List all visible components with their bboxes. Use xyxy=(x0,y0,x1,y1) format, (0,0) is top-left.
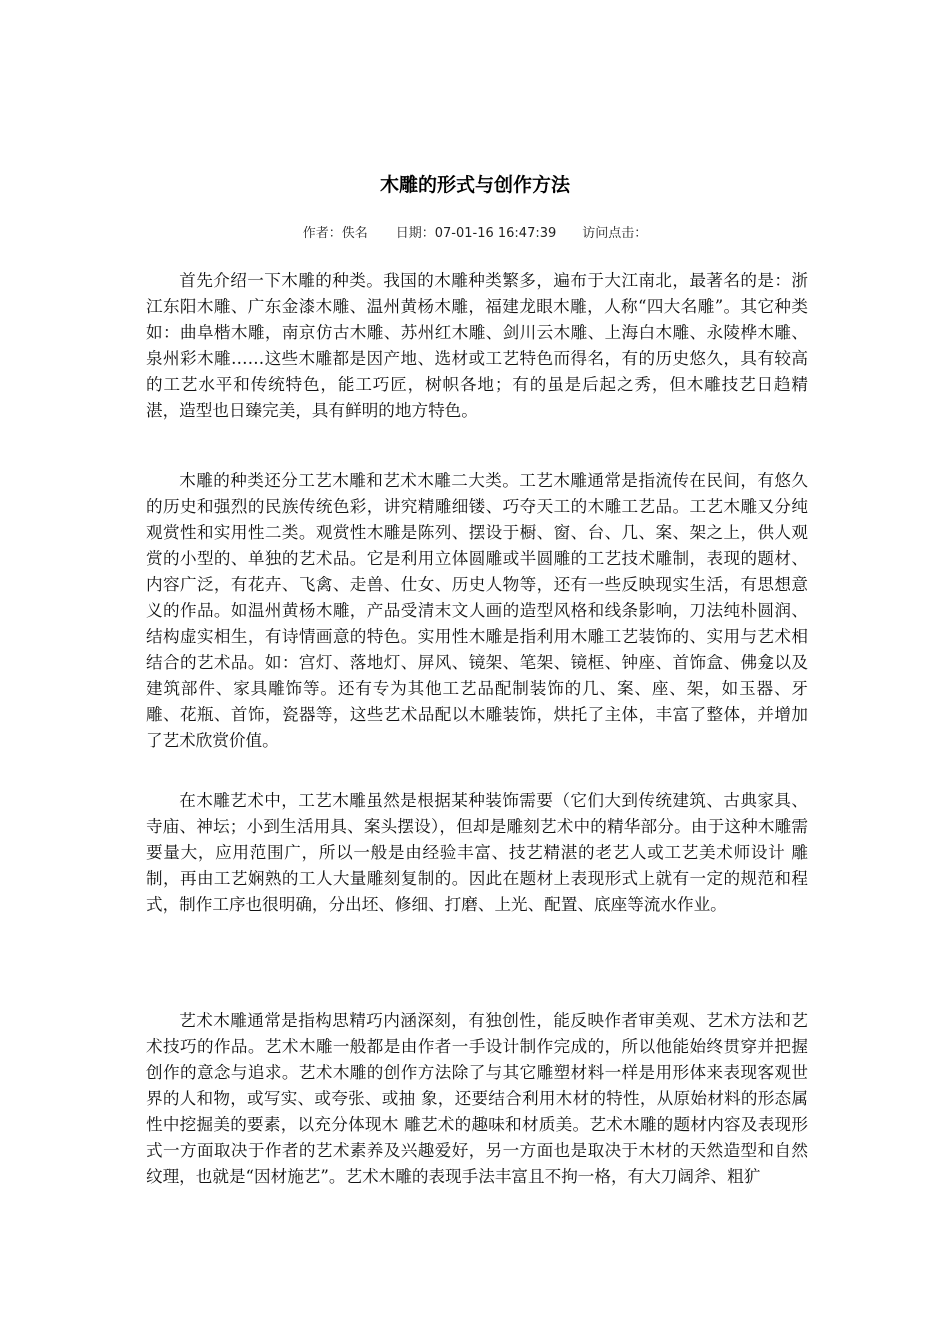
paragraph-craft-carving-production: 在木雕艺术中，工艺木雕虽然是根据某种装饰需要（它们大到传统建筑、古典家具、寺庙、神坛；小到生活用具、案头摆设），但却是雕刻艺术中的精华部分。由于这种木雕需要量大，应用范围广，所以一般是由经验丰富、技艺精湛的老艺人或工艺美术师设计 雕制，再由工艺娴熟的工人大量雕刻复制的。因此在题材上表现形式上就有一定的规范和程式，制作工序也很明确，分出坯、修细、打磨、上光、配置、底座等流水作业。 xyxy=(146,791,808,914)
paragraph-wood-carving-types: 首先介绍一下木雕的种类。我国的木雕种类繁多，遍布于大江南北，最著名的是：浙江东阳木雕、广东金漆木雕、温州黄杨木雕，福建龙眼木雕，人称“四大名雕”。其它种类如：曲阜楷木雕，南京仿古木雕、苏州红木雕、剑川云木雕、上海白木雕、永陵桦木雕、泉州彩木雕……这些木雕都是因产地、选材或工艺特色而得名，有的历史悠久，具有较高的工艺水平和传统特色，能工巧匠，树帜各地；有的虽是后起之秀，但木雕技艺日趋精湛，造型也日臻完美，具有鲜明的地方特色。 xyxy=(146,271,808,420)
paragraph-craft-and-art-carving: 木雕的种类还分工艺木雕和艺术木雕二大类。工艺木雕通常是指流传在民间，有悠久的历史和强烈的民族传统色彩，讲究精雕细镂、巧夺天工的木雕工艺品。工艺木雕又分纯观赏性和实用性二类。观赏性木雕是陈列、摆设于橱、窗、台、几、案、架之上，供人观赏的小型的、单独的艺术品。它是利用立体圆雕或半圆雕的工艺技术雕制，表现的题材、内容广泛，有花卉、飞禽、走兽、仕女、历史人物等，还有一些反映现实生活，有思想意义的作品。如温州黄杨木雕，产品受清末文人画的造型风格和线条影响，刀法纯朴圆润、结构虚实相生，有诗情画意的特色。实用性木雕是指利用木雕工艺装饰的、实用与艺术相结合的艺术品。如：宫灯、落地灯、屏风、镜架、笔架、镜框、钟座、首饰盒、佛龛以及建筑部件、家具雕饰等。还有专为其他工艺品配制装饰的几、案、座、架，如玉器、牙雕、花瓶、首饰，瓷器等，这些艺术品配以木雕装饰，烘托了主体，丰富了整体，并增加了艺术欣赏价值。 xyxy=(146,471,808,750)
visits-label: 访问点击： xyxy=(582,226,648,241)
date-label: 日期： xyxy=(395,226,435,241)
paragraph-art-carving: 艺术木雕通常是指构思精巧内涵深刻，有独创性，能反映作者审美观、艺术方法和艺术技巧的作品。艺术木雕一般都是由作者一手设计制作完成的，所以他能始终贯穿并把握创作的意念与追求。艺术木雕的创作方法除了与其它雕塑材料一样是用形体来表现客观世界的人和物，或写实、或夸张、或抽 象，还要结合利用木材的特性，从原始材料的形态属性中挖掘美的要素，以充分体现木 雕艺术的趣味和材质美。艺术木雕的题材内容及表现形式一方面取决于作者的艺术素养及兴趣爱好，另一方面也是取决于木材的天然造型和自然纹理，也就是“因材施艺”。艺术木雕的表现手法丰富且不拘一格，有大刀阔斧、粗犷 xyxy=(146,1011,808,1186)
article-title: 木雕的形式与创作方法 xyxy=(379,174,570,196)
article-meta xyxy=(0,225,950,243)
author-label: 作者：佚名 xyxy=(302,226,368,241)
date-value: 07-01-16 16:47:39 xyxy=(434,226,557,241)
